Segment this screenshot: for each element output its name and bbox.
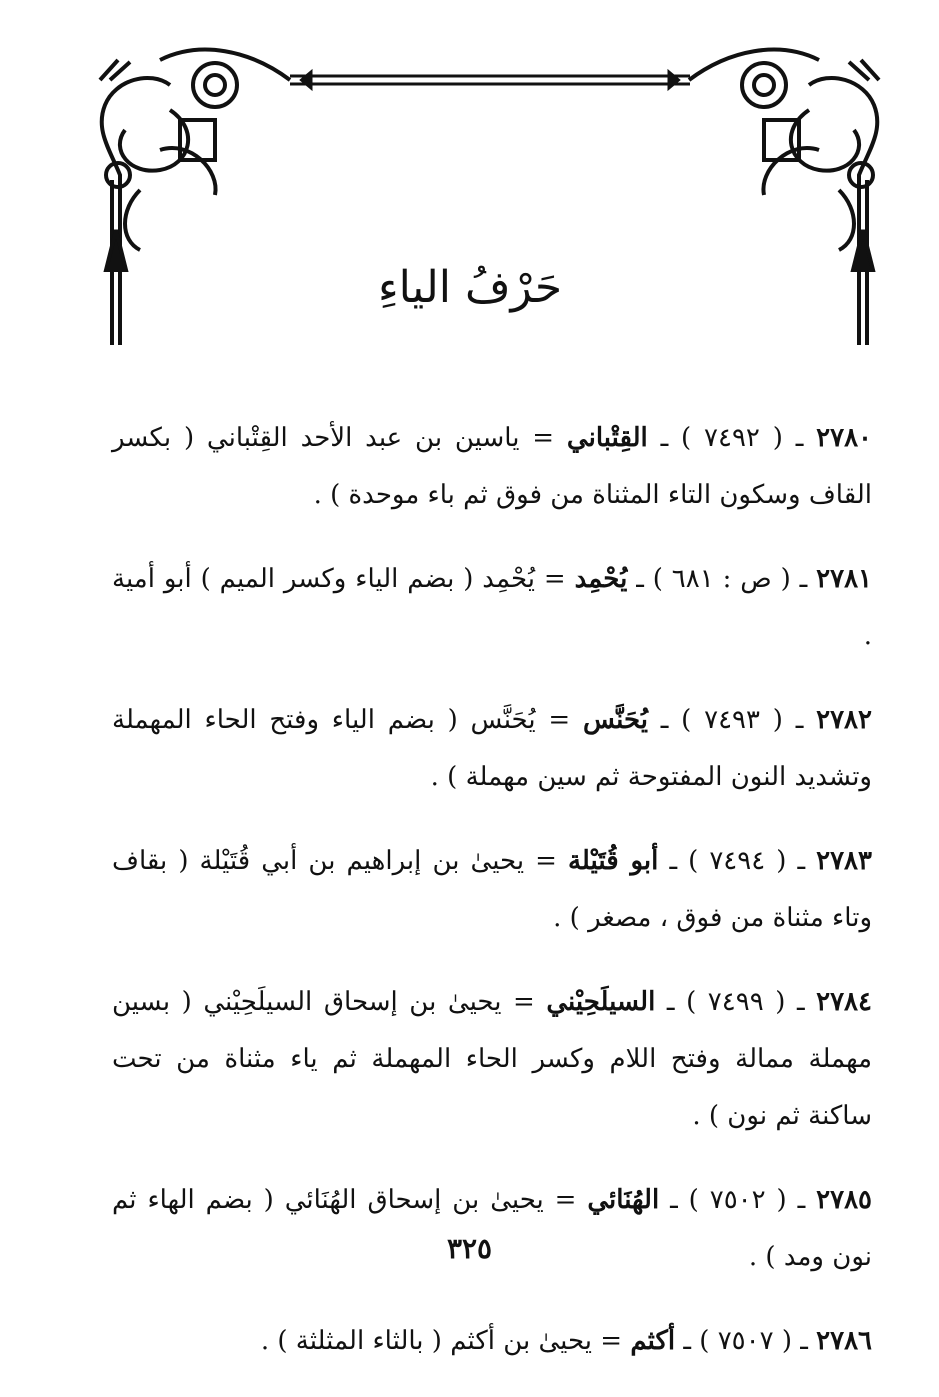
entry-name: القِتْباني bbox=[566, 423, 648, 453]
list-item: ٢٧٨٦ ـ ( ٧٥٠٧ ) ـ أكثم = يحيىٰ بن أكثم ( بالثاء المثلثة ) . bbox=[260, 1326, 872, 1356]
entry-reference: ( ٧٤٩٢ ) bbox=[681, 423, 783, 453]
entry-name: يُحَنَّس bbox=[582, 705, 648, 735]
page-number: ٣٢٥ bbox=[446, 1232, 493, 1265]
entry-text: = يحيىٰ بن إبراهيم بن أبي قُتَيْلة ( بقاف وتاء مثناة من فوق ، مصغر ) . bbox=[112, 846, 872, 933]
entry-reference: ( ٧٥٠٧ ) bbox=[699, 1326, 792, 1356]
entry-text: = يُحْمِد ( بضم الياء وكسر الميم ) أبو أمية . bbox=[112, 564, 872, 651]
entry-reference: ( ٧٥٠٢ ) bbox=[688, 1185, 787, 1215]
entry-number: ٢٧٨٢ bbox=[816, 705, 872, 735]
list-item: ٢٧٨٣ ـ ( ٧٤٩٤ ) ـ أبو قُتَيْلة = يحيىٰ بن إبراهيم بن أبي قُتَيْلة ( بقاف وتاء مثناة من فوق ، مصغر ) . bbox=[112, 846, 872, 933]
list-item: ٢٧٨٤ ـ ( ٧٤٩٩ ) ـ السيلَحِيْني = يحيىٰ بن إسحاق السيلَحِيْني ( بسين مهملة ممالة وفتح اللام وكسر الحاء المهملة ثم ياء مثناة من تحت ساكنة ثم نون ) . bbox=[112, 987, 872, 1131]
list-item: ٢٧٨١ ـ ( ص : ٦٨١ ) ـ يُحْمِد = يُحْمِد ( بضم الياء وكسر الميم ) أبو أمية . bbox=[112, 564, 872, 651]
entry-reference: ( ٧٤٩٤ ) bbox=[688, 846, 787, 876]
entry-reference: ( ٧٤٩٩ ) bbox=[686, 987, 786, 1017]
entry-name: السيلَحِيْني bbox=[546, 987, 656, 1017]
frame-top-bar bbox=[290, 70, 690, 90]
entry-text: = يحيىٰ بن إسحاق السيلَحِيْني ( بسين مهملة ممالة وفتح اللام وكسر الحاء المهملة ثم ياء مثناة من تحت ساكنة ثم نون ) . bbox=[112, 987, 872, 1131]
list-item: ٢٧٨٥ ـ ( ٧٥٠٢ ) ـ الهُنَائي = يحيىٰ بن إسحاق الهُنَائي ( بضم الهاء ثم نون ومد ) . bbox=[112, 1185, 872, 1272]
entry-number: ٢٧٨٥ bbox=[816, 1185, 872, 1215]
entry-reference: ( ص : ٦٨١ ) bbox=[652, 564, 791, 594]
entry-text: = يحيىٰ بن أكثم ( بالثاء المثلثة ) . bbox=[260, 1326, 623, 1356]
entry-number: ٢٧٨٤ bbox=[816, 987, 872, 1017]
entry-number: ٢٧٨٣ bbox=[816, 846, 872, 876]
entry-number: ٢٧٨٦ bbox=[816, 1326, 872, 1356]
list-item: ٢٧٨٢ ـ ( ٧٤٩٣ ) ـ يُحَنَّس = يُحَنَّس ( بضم الياء وفتح الحاء المهملة وتشديد النون المفتوحة ثم سين مهملة ) . bbox=[112, 705, 872, 792]
entry-name: الهُنَائي bbox=[587, 1185, 660, 1215]
left-corner-ornament bbox=[100, 50, 290, 345]
entry-number: ٢٧٨٠ bbox=[816, 423, 872, 453]
entry-name: يُحْمِد bbox=[574, 564, 628, 594]
list-item: ٢٧٨٠ ـ ( ٧٤٩٢ ) ـ القِتْباني = ياسين بن عبد الأحد القِتْباني ( بكسر القاف وسكون التاء المثناة من فوق ثم باء موحدة ) . bbox=[112, 423, 872, 510]
entry-name: أكثم bbox=[630, 1326, 676, 1356]
section-title: حَرْفُ الياءِ bbox=[377, 262, 563, 313]
entry-text: = ياسين بن عبد الأحد القِتْباني ( بكسر القاف وسكون التاء المثناة من فوق ثم باء موحدة ) . bbox=[112, 423, 872, 510]
entry-name: أبو قُتَيْلة bbox=[567, 846, 659, 876]
entry-text: = يُحَنَّس ( بضم الياء وفتح الحاء المهملة وتشديد النون المفتوحة ثم سين مهملة ) . bbox=[112, 705, 872, 792]
entry-text: = يحيىٰ بن إسحاق الهُنَائي ( بضم الهاء ثم نون ومد ) . bbox=[112, 1185, 872, 1272]
entry-number: ٢٧٨١ bbox=[816, 564, 872, 594]
entry-reference: ( ٧٤٩٣ ) bbox=[681, 705, 783, 735]
right-corner-ornament bbox=[689, 50, 879, 345]
